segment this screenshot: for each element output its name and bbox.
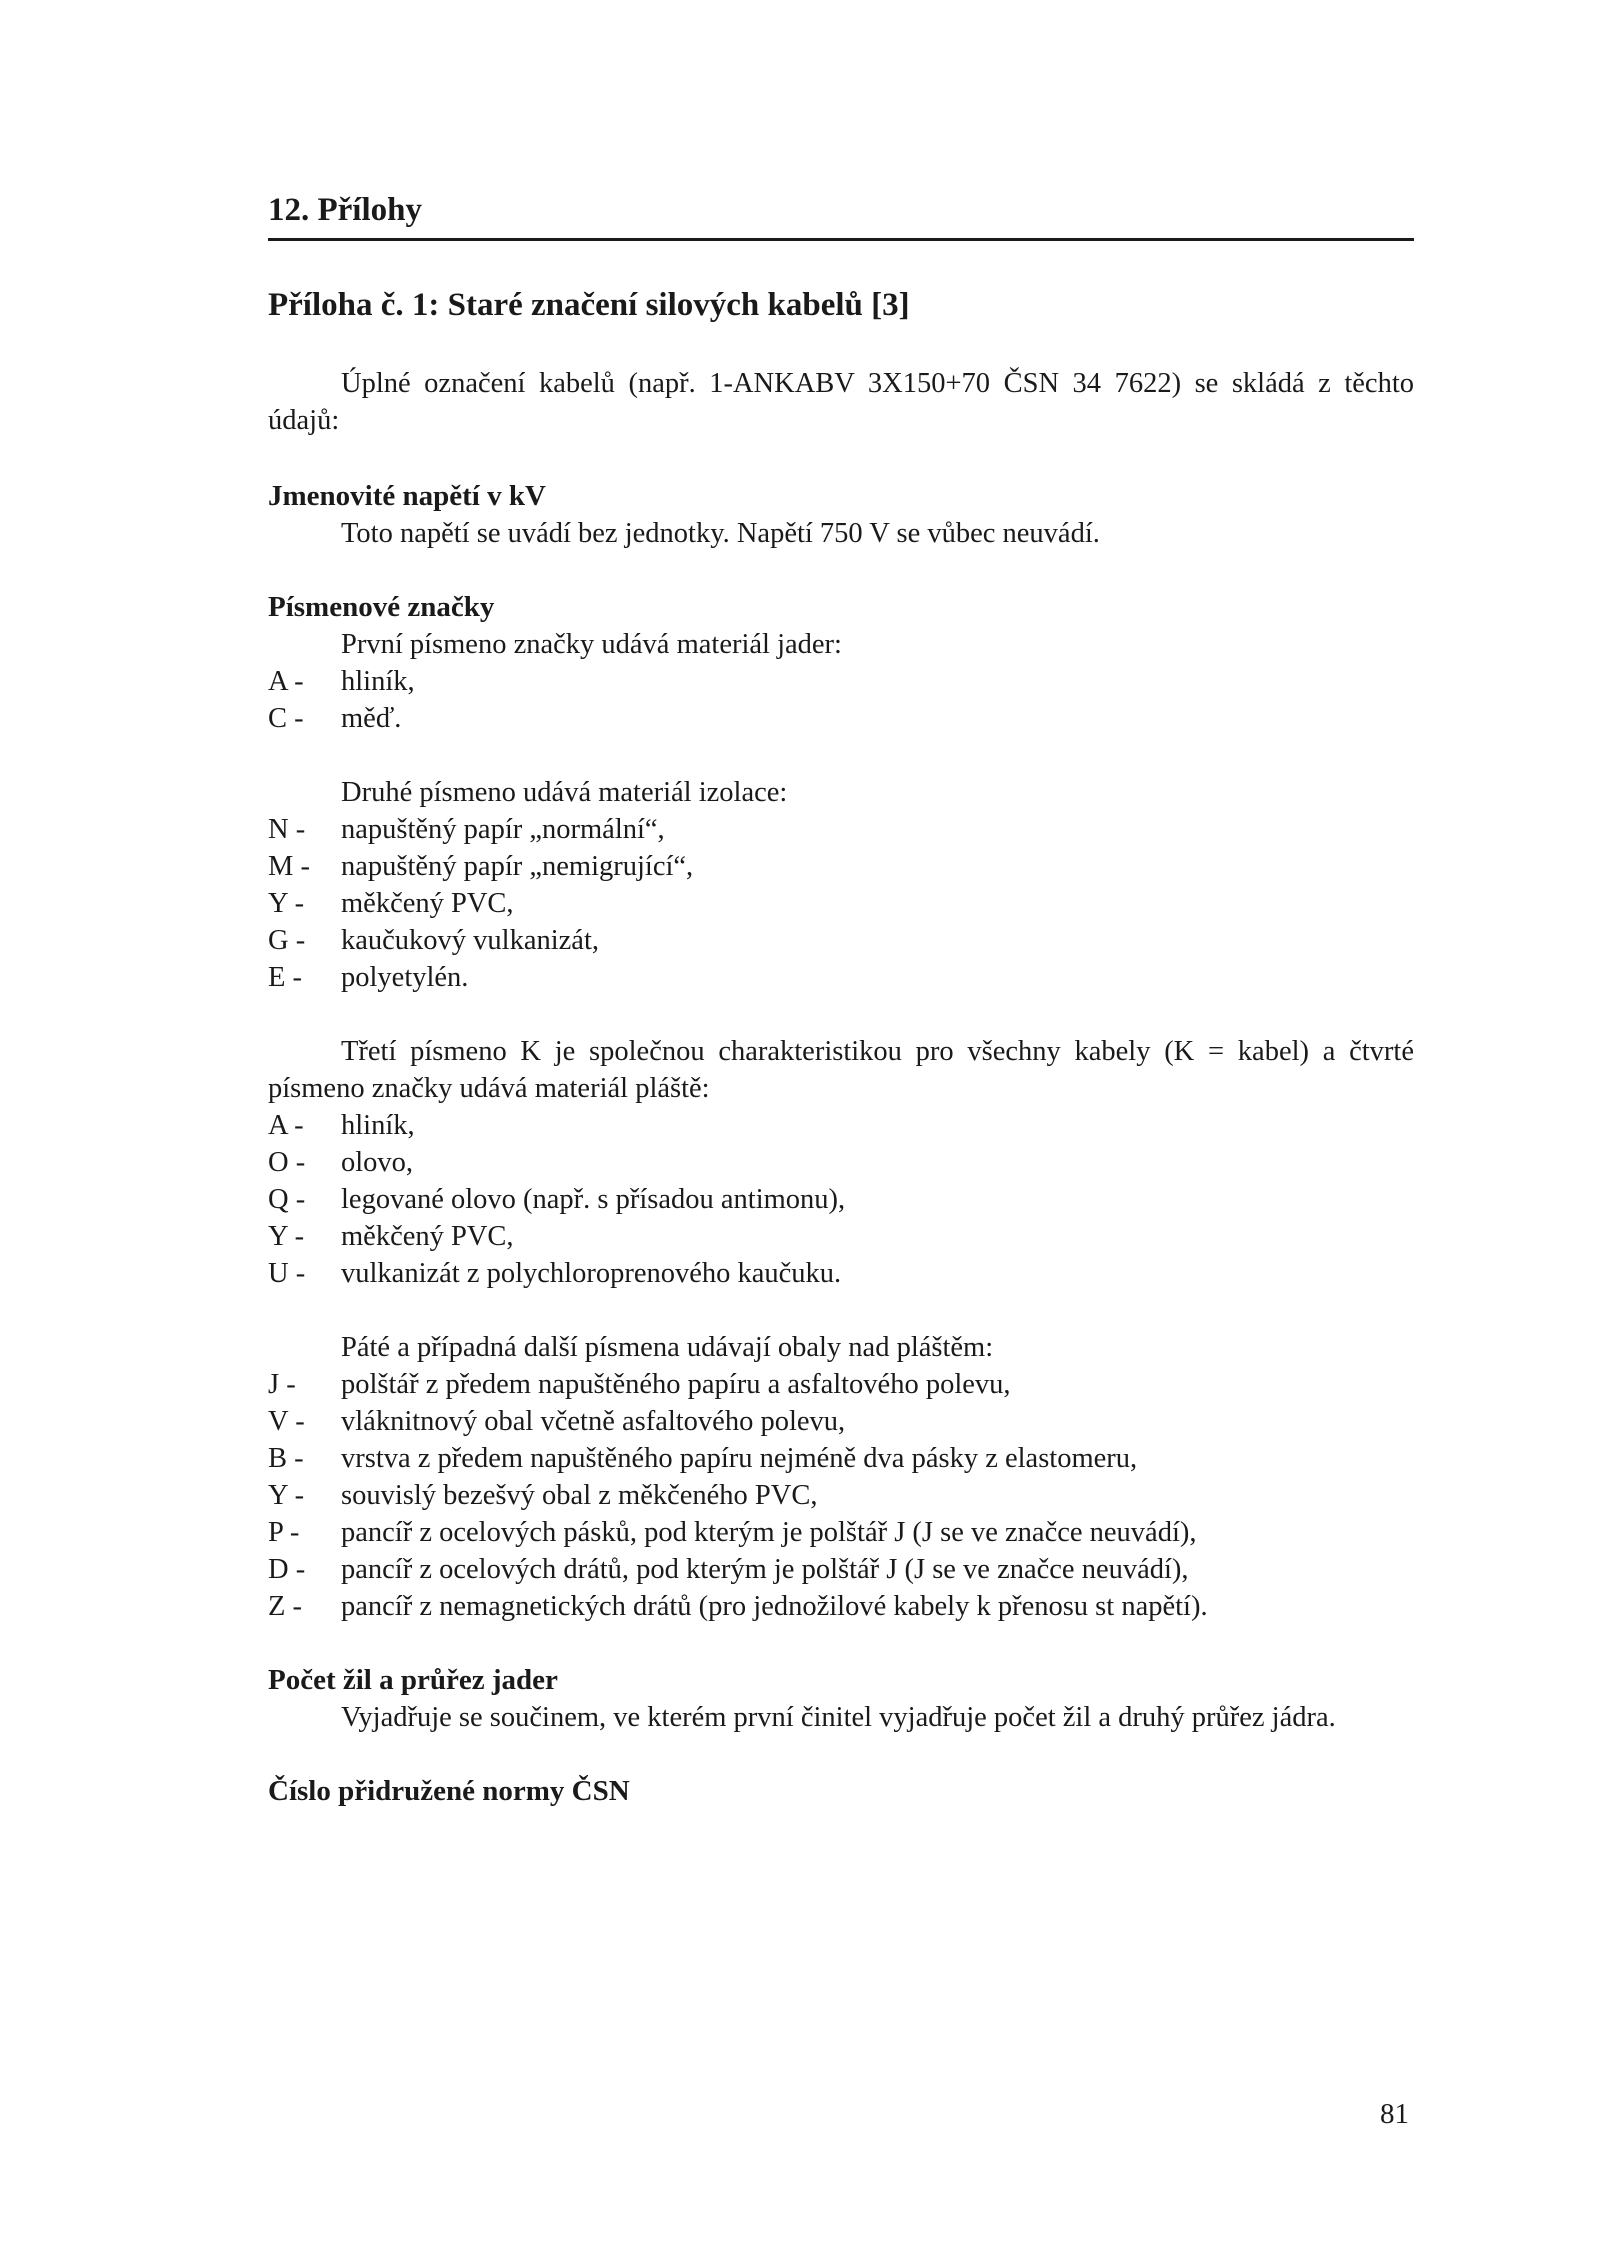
item-description: legované olovo (např. s přísadou antimonu), (341, 1184, 846, 1215)
item-code: M - (268, 851, 310, 882)
item-code: N - (268, 814, 306, 845)
item-description: napuštěný papír „nemigrující“, (341, 851, 694, 882)
intro-paragraph: Úplné označení kabelů (např. 1-ANKABV 3X150+70 ČSN 34 7622) se skládá z těchto údajů: (268, 368, 1414, 436)
item-code: A - (268, 666, 304, 697)
voltage-text: Toto napětí se uvádí bez jednotky. Napětí 750 V se vůbec neuvádí. (341, 518, 1100, 549)
item-description: pancíř z ocelových drátů, pod kterým je polštář J (J se ve značce neuvádí), (341, 1554, 1189, 1585)
item-description: vrstva z předem napuštěného papíru nejméně dva pásky z elastomeru, (341, 1443, 1138, 1474)
item-code: D - (268, 1554, 306, 1585)
cores-text: Vyjadřuje se součinem, ve kterém první činitel vyjadřuje počet žil a druhý průřez jádra. (341, 1702, 1336, 1733)
item-description: vulkanizát z polychloroprenového kaučuku. (341, 1258, 842, 1289)
sheath-intro: Třetí písmeno K je společnou charakteristikou pro všechny kabely (K = kabel) a čtvrté písmeno značky udává materiál pláště: (268, 1036, 1414, 1104)
list-item (268, 848, 1414, 885)
item-code: G - (268, 925, 306, 956)
cover-list (268, 1366, 1414, 1625)
list-item (268, 1107, 1414, 1144)
list-item (268, 885, 1414, 922)
voltage-heading: Jmenovité napětí v kV (268, 480, 546, 512)
item-code: B - (268, 1443, 304, 1474)
chapter-title: 12. Přílohy (268, 190, 1414, 241)
item-description: měď. (341, 703, 402, 734)
insulation-intro: Druhé písmeno udává materiál izolace: (341, 777, 788, 808)
list-item (268, 1255, 1414, 1292)
item-code: Y - (268, 1221, 305, 1252)
item-code: Z - (268, 1591, 303, 1622)
appendix-title: Příloha č. 1: Staré značení silových kabelů [3] (268, 287, 910, 323)
list-item (268, 1144, 1414, 1181)
list-item (268, 1440, 1414, 1477)
item-code: O - (268, 1147, 306, 1178)
item-description: kaučukový vulkanizát, (341, 925, 600, 956)
norm-heading: Číslo přidružené normy ČSN (268, 1775, 630, 1807)
list-item (268, 922, 1414, 959)
document-page (268, 190, 1414, 1810)
item-code: Y - (268, 888, 305, 919)
list-item (268, 959, 1414, 996)
item-description: souvislý bezešvý obal z měkčeného PVC, (341, 1480, 818, 1511)
item-code: V - (268, 1406, 305, 1437)
item-description: pancíř z ocelových pásků, pod kterým je polštář J (J se ve značce neuvádí), (341, 1517, 1197, 1548)
item-code: Q - (268, 1184, 306, 1215)
item-code: J - (268, 1369, 296, 1400)
cover-intro: Páté a případná další písmena udávají obaly nad pláštěm: (341, 1332, 994, 1363)
list-item (268, 1366, 1414, 1403)
item-description: měkčený PVC, (341, 888, 514, 919)
list-item (268, 1218, 1414, 1255)
item-description: pancíř z nemagnetických drátů (pro jednožilové kabely k přenosu st napětí). (341, 1591, 1208, 1622)
core-material-list (268, 663, 1414, 737)
list-item (268, 700, 1414, 737)
list-item (268, 663, 1414, 700)
item-code: C - (268, 703, 304, 734)
item-description: měkčený PVC, (341, 1221, 514, 1252)
item-code: A - (268, 1110, 304, 1141)
core-material-intro: První písmeno značky udává materiál jader: (341, 629, 842, 660)
list-item (268, 1514, 1414, 1551)
cores-heading: Počet žil a průřez jader (268, 1664, 558, 1696)
insulation-list (268, 811, 1414, 996)
item-description: olovo, (341, 1147, 414, 1178)
item-description: polyetylén. (341, 962, 469, 993)
item-description: polštář z předem napuštěného papíru a asfaltového polevu, (341, 1369, 1011, 1400)
list-item (268, 1403, 1414, 1440)
item-code: Y - (268, 1480, 305, 1511)
item-description: hliník, (341, 666, 415, 697)
letters-heading: Písmenové značky (268, 591, 495, 623)
item-description: vláknitnový obal včetně asfaltového polevu, (341, 1406, 846, 1437)
list-item (268, 1477, 1414, 1514)
page-number: 81 (1380, 2098, 1409, 2130)
sheath-list (268, 1107, 1414, 1292)
item-code: P - (268, 1517, 300, 1548)
list-item (268, 1181, 1414, 1218)
item-description: napuštěný papír „normální“, (341, 814, 665, 845)
item-description: hliník, (341, 1110, 415, 1141)
item-code: E - (268, 962, 303, 993)
list-item (268, 1588, 1414, 1625)
list-item (268, 1551, 1414, 1588)
item-code: U - (268, 1258, 306, 1289)
list-item (268, 811, 1414, 848)
